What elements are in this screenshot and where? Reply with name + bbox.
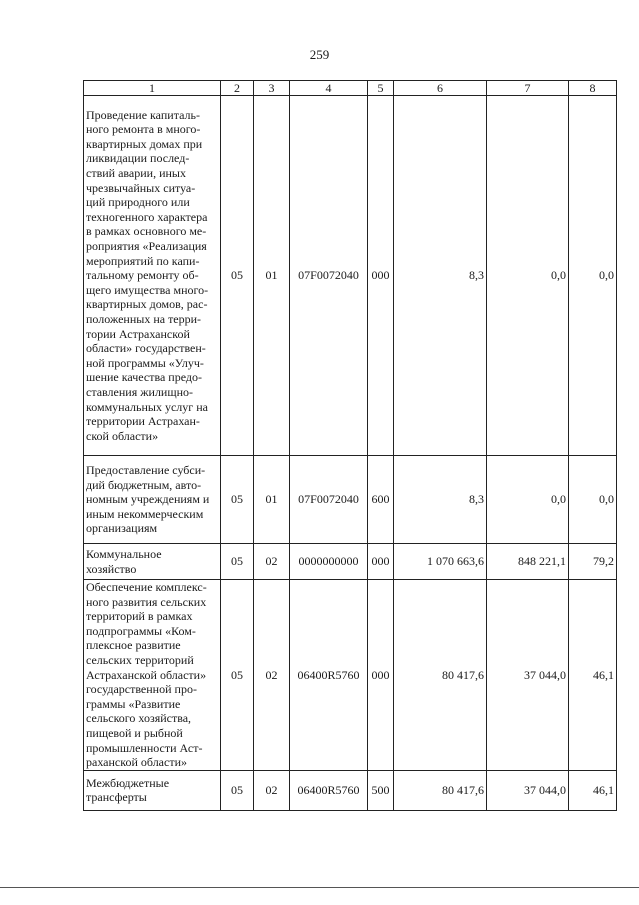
target-code-cell: 06400R5760 [290, 580, 368, 771]
header-cell: 3 [254, 81, 290, 96]
row-name-line: роприятия «Реализация [86, 239, 207, 254]
row-name-line: сельских территорий [86, 652, 194, 667]
plan-amount-cell: 80 417,6 [394, 770, 487, 810]
row-name-line: дий бюджетным, авто- [86, 477, 202, 492]
row-name-line: государственной про- [86, 682, 197, 697]
row-name-line: раханской области» [86, 755, 187, 770]
expense-type-cell: 000 [368, 96, 394, 456]
row-name-line: ций природного или [86, 195, 190, 210]
expense-type-cell: 000 [368, 544, 394, 580]
row-name-line: тории Астраханской [86, 326, 190, 341]
row-name-line: шение качества предо- [86, 370, 202, 385]
table-row [84, 544, 617, 580]
target-code-cell: 06400R5760 [290, 770, 368, 810]
header-cell: 6 [394, 81, 487, 96]
section-code-cell: 05 [221, 544, 254, 580]
row-name-line: положенных на терри- [86, 311, 202, 326]
header-row [84, 81, 617, 96]
row-name-line: ного ремонта в много- [86, 122, 201, 137]
target-code-cell: 07F0072040 [290, 456, 368, 544]
target-code-cell: 0000000000 [290, 544, 368, 580]
plan-amount-cell: 8,3 [394, 456, 487, 544]
expense-type-cell: 500 [368, 770, 394, 810]
row-name-line: подпрограммы «Ком- [86, 623, 196, 638]
row-name-line: техногенного характера [86, 209, 208, 224]
row-name-line: сельского хозяйства, [86, 711, 192, 726]
row-name-cell [84, 580, 221, 771]
header-cell: 7 [487, 81, 569, 96]
actual-amount-cell: 848 221,1 [487, 544, 569, 580]
row-name-line: хозяйство [86, 561, 137, 576]
target-code-cell: 07F0072040 [290, 96, 368, 456]
row-name-line: в рамках основного ме- [86, 224, 207, 239]
row-name-line: квартирных домах при [86, 136, 203, 151]
row-name-line: ной программы «Улуч- [86, 355, 204, 370]
plan-amount-cell: 80 417,6 [394, 580, 487, 771]
row-name-line: номным учреждениям и [86, 492, 210, 507]
scan-edge-line [0, 887, 639, 888]
row-name-line: ставления жилищно- [86, 384, 194, 399]
row-name-line: области» государствен- [86, 341, 206, 356]
row-name-line: квартирных домов, рас- [86, 297, 208, 312]
plan-amount-cell: 8,3 [394, 96, 487, 456]
row-name-line: ствий аварии, иных [86, 166, 186, 181]
plan-amount-cell: 1 070 663,6 [394, 544, 487, 580]
actual-amount-cell: 0,0 [487, 96, 569, 456]
row-name-cell [84, 770, 221, 810]
subsection-code-cell: 02 [254, 544, 290, 580]
row-name-line: тальному ремонту об- [86, 268, 199, 283]
header-cell: 5 [368, 81, 394, 96]
row-name-line: граммы «Развитие [86, 696, 181, 711]
header-cell: 4 [290, 81, 368, 96]
row-name-line: организациям [86, 521, 158, 536]
row-name-line: щего имущества много- [86, 282, 209, 297]
table-row [84, 580, 617, 771]
row-name-line: иным некоммерческим [86, 506, 204, 521]
subsection-code-cell: 01 [254, 96, 290, 456]
table-row [84, 96, 617, 456]
row-name-line: чрезвычайных ситуа- [86, 180, 196, 195]
subsection-code-cell: 02 [254, 580, 290, 771]
expense-type-cell: 600 [368, 456, 394, 544]
row-name-line: территории Астрахан- [86, 414, 200, 429]
percent-cell: 0,0 [569, 456, 617, 544]
page-number: 259 [309, 47, 330, 62]
row-name-line: мероприятий по капи- [86, 253, 200, 268]
section-code-cell: 05 [221, 96, 254, 456]
actual-amount-cell: 37 044,0 [487, 770, 569, 810]
row-name-line: Предоставление субси- [86, 463, 206, 478]
row-name-line: трансферты [86, 790, 147, 805]
row-name-line: Межбюджетные [86, 775, 170, 790]
section-code-cell: 05 [221, 456, 254, 544]
percent-cell: 46,1 [569, 580, 617, 771]
table-row [84, 770, 617, 810]
percent-cell: 79,2 [569, 544, 617, 580]
row-name-cell [84, 544, 221, 580]
row-name-line: Обеспечение комплекс- [86, 580, 207, 594]
subsection-code-cell: 01 [254, 456, 290, 544]
row-name-line: ного развития сельских [86, 594, 207, 609]
subsection-code-cell: 02 [254, 770, 290, 810]
actual-amount-cell: 37 044,0 [487, 580, 569, 771]
row-name-line: коммунальных услуг на [86, 399, 208, 414]
budget-table [83, 80, 617, 811]
row-name-line: промышленности Аст- [86, 740, 203, 755]
row-name-line: плексное развитие [86, 638, 181, 653]
percent-cell: 0,0 [569, 96, 617, 456]
row-name-line: ской области» [86, 428, 159, 443]
header-cell: 8 [569, 81, 617, 96]
actual-amount-cell: 0,0 [487, 456, 569, 544]
header-cell: 1 [84, 81, 221, 96]
row-name-cell [84, 96, 221, 456]
row-name-cell [84, 456, 221, 544]
table-row [84, 456, 617, 544]
section-code-cell: 05 [221, 580, 254, 771]
row-name-line: пищевой и рыбной [86, 725, 183, 740]
section-code-cell: 05 [221, 770, 254, 810]
row-name-line: Коммунальное [86, 546, 162, 561]
expense-type-cell: 000 [368, 580, 394, 771]
row-name-line: Астраханской области» [86, 667, 207, 682]
header-cell: 2 [221, 81, 254, 96]
row-name-line: территорий в рамках [86, 609, 193, 624]
row-name-line: ликвидации послед- [86, 151, 190, 166]
percent-cell: 46,1 [569, 770, 617, 810]
row-name-line: Проведение капиталь- [86, 107, 200, 122]
